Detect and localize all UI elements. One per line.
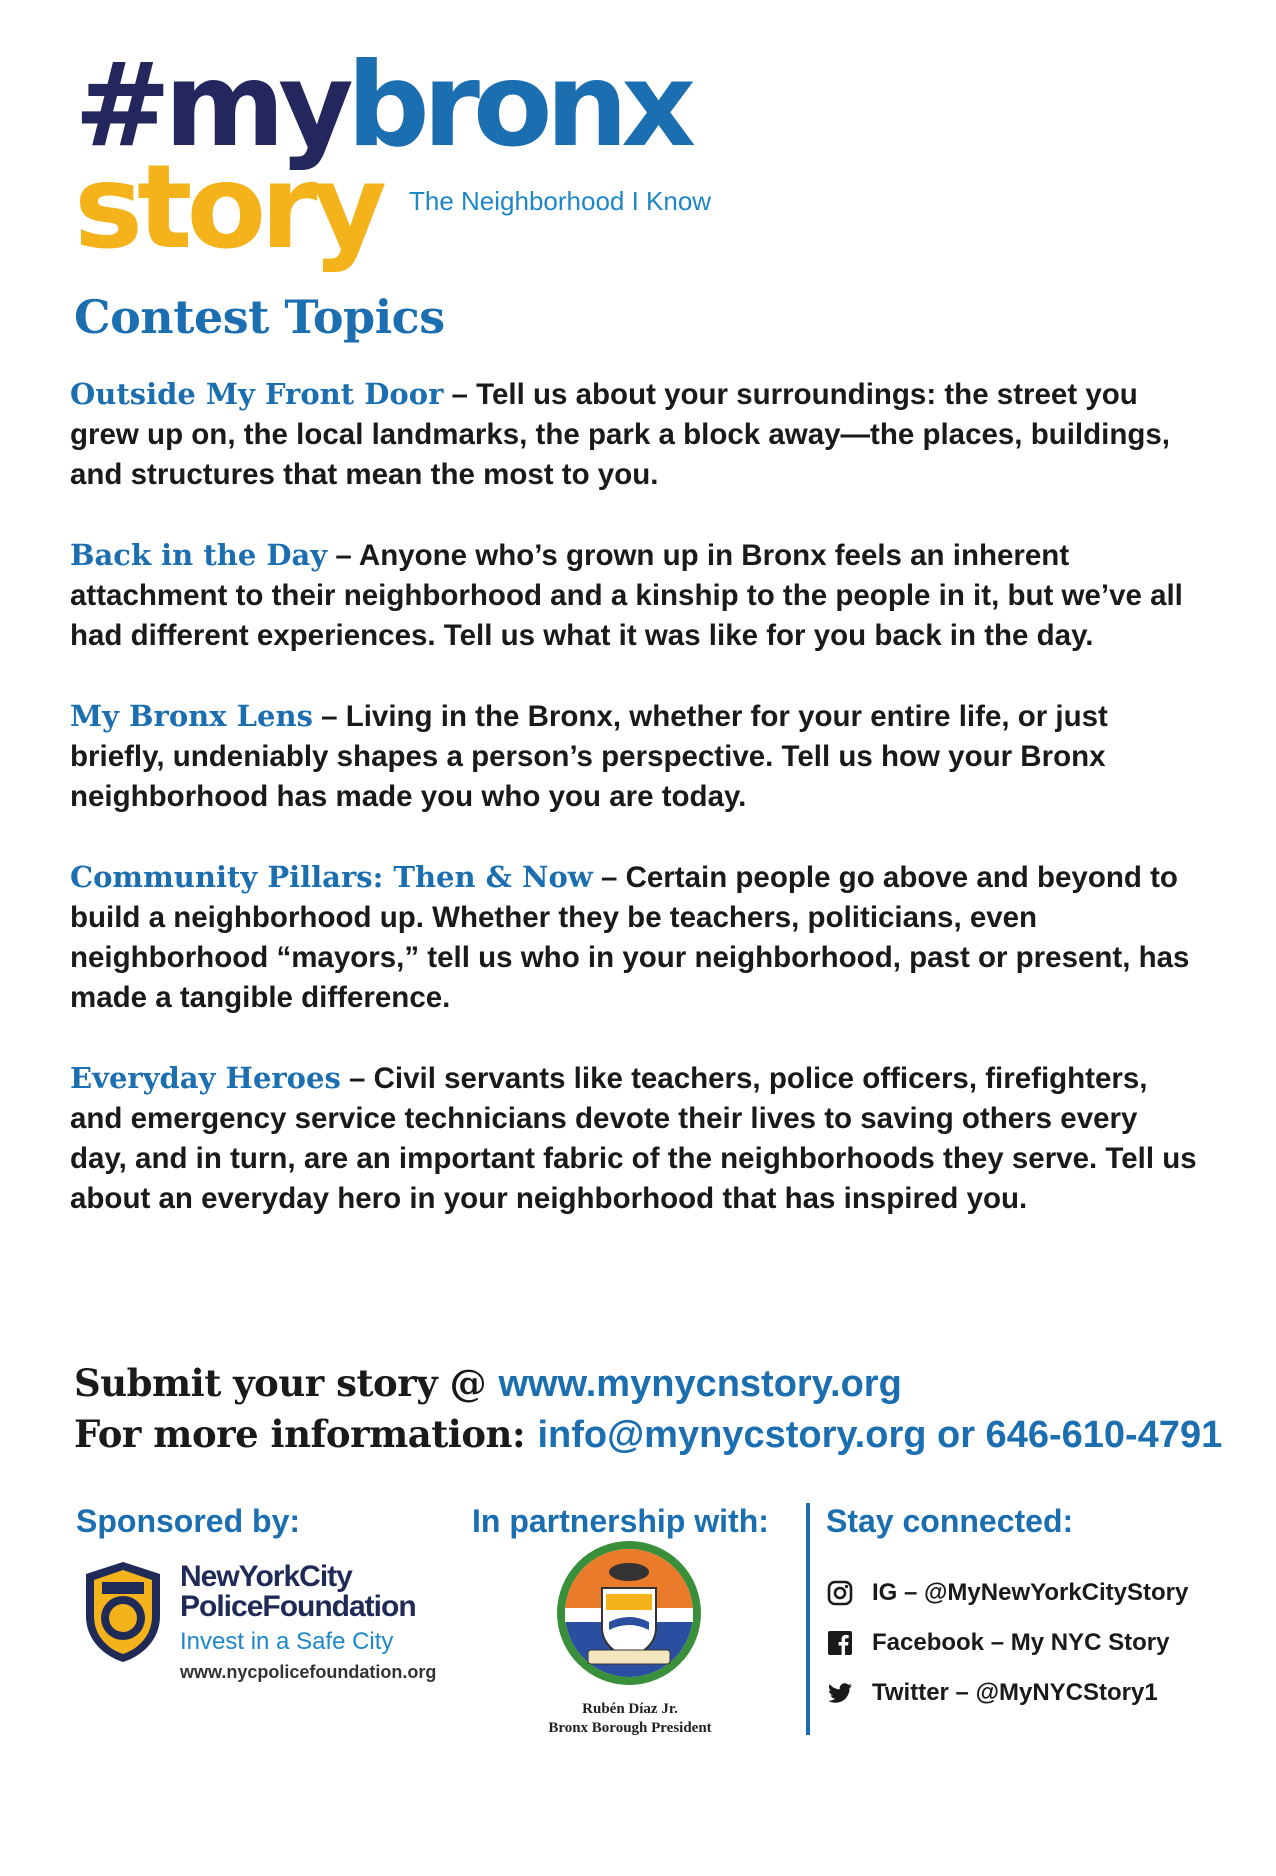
submit-label: Submit your story @ [74,1361,499,1405]
topic-title: My Bronx Lens [70,699,313,733]
topic-title: Back in the Day [70,538,328,572]
borough-president [480,1700,780,1738]
sponsor-url-link[interactable]: www.nycpolicefoundation.org [180,1662,437,1682]
logo-tagline: The Neighborhood I Know [409,186,712,216]
topic-text: Tell us about your surroundings: the street you grew up on, the local landmarks, the park a block away—the places, buildings, and structures that mean the most to you. [70,378,1170,491]
sponsor-name-line-2: PoliceFoundation [180,1590,416,1623]
social-instagram[interactable] [826,1568,1188,1618]
borough-president-name: Rubén Díaz Jr. [582,1701,678,1717]
topic-text: Civil servants like teachers, police officers, firefighters, and emergency service technicians devote their lives to saving others every day, and in turn, are an important fabric of the neighborhoods they serve. Tell us about an everyday hero in your neighborhood that has inspired you. [70,1062,1197,1215]
topic-text: Living in the Bronx, whether for your entire life, or just briefly, undeniably shapes a person’s perspective. Tell us how your Bronx neighborhood has made you who you are today. [70,700,1108,813]
sponsored-by-heading: Sponsored by: [76,1503,301,1539]
twitter-icon [826,1679,854,1707]
topic-outside-my-front-door [70,374,1200,495]
contest-topics-heading: Contest Topics [74,290,445,344]
social-text: Facebook – My NYC Story [872,1629,1170,1656]
nyc-police-foundation [80,1560,500,1700]
topic-title: Everyday Heroes [70,1061,341,1095]
topic-title: Outside My Front Door [70,377,444,411]
topics-list [70,374,1200,1219]
sponsor-name-line-1: NewYorkCity [180,1560,352,1593]
topic-everyday-heroes [70,1058,1200,1219]
logo-story: story [74,140,382,275]
social-text: IG – @MyNewYorkCityStory [872,1579,1189,1606]
stay-connected-heading: Stay connected: [826,1503,1074,1539]
submit-url-link[interactable]: www.mynycnstory.org [498,1363,902,1405]
info-contact-link[interactable]: info@mynycstory.org or 646-610-4791 [537,1414,1223,1456]
topic-back-in-the-day [70,535,1200,656]
submit-block [74,1358,1222,1460]
topic-my-bronx-lens [70,696,1200,817]
sponsor-tagline: Invest in a Safe City [180,1628,394,1655]
topic-dash: – [327,539,359,572]
social-links [826,1568,1188,1718]
topic-title: Community Pillars: Then & Now [70,860,593,894]
topic-text: Anyone who’s grown up in Bronx feels an inherent attachment to their neighborhood and a kinship to the people in it, but we’ve all had different experiences. Tell us what it was like for you back in the day. [70,539,1183,652]
footer-divider [806,1503,810,1735]
partnership-heading: In partnership with: [472,1503,769,1539]
social-twitter[interactable] [826,1668,1188,1718]
facebook-icon [826,1629,854,1657]
logo-hash-my: #my [74,38,347,173]
topic-dash: – [443,378,477,411]
info-label: For more information: [74,1412,538,1456]
police-badge-icon [80,1560,166,1664]
social-text: Twitter – @MyNYCStory1 [872,1679,1158,1706]
topic-dash: – [340,1062,374,1095]
borough-president-title: Bronx Borough President [548,1720,712,1736]
bronx-borough-seal-icon [554,1538,704,1688]
info-line [74,1409,1222,1460]
social-facebook[interactable] [826,1618,1188,1668]
topic-dash: – [312,700,346,733]
topic-community-pillars [70,857,1200,1018]
topic-text: Certain people go above and beyond to build a neighborhood up. Whether they be teachers, politicians, even neighborhood “mayors,” tell us who in your neighborhood, past or present, has made a tangible difference. [70,861,1190,1014]
topic-dash: – [592,861,626,894]
submit-line [74,1358,1222,1409]
logo-bronx: bronx [346,38,690,173]
mybronxstory-logo [74,38,754,275]
sponsor-name [180,1562,416,1622]
instagram-icon [826,1579,854,1607]
